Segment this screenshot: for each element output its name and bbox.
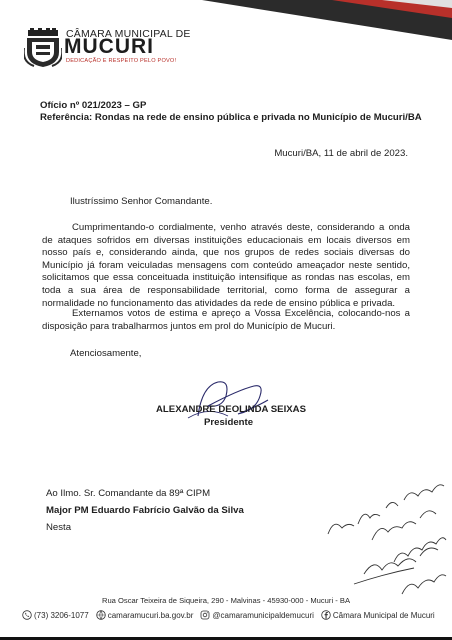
footer-instagram <box>200 610 314 620</box>
globe-icon <box>96 610 106 620</box>
closing: Atenciosamente, <box>70 348 142 359</box>
facebook-icon <box>321 610 331 620</box>
footer-contacts <box>22 610 442 620</box>
header-corner-decoration <box>182 0 452 40</box>
phone-icon <box>22 610 32 620</box>
footer-website <box>96 610 194 620</box>
org-name: MUCURI <box>64 35 154 58</box>
recipient-line-2: Major PM Eduardo Fabrício Galvão da Silva <box>46 505 244 516</box>
org-slogan: DEDICAÇÃO E RESPEITO PELO POVO! <box>66 58 177 64</box>
recipient-line-1: Ao Ilmo. Sr. Comandante da 89ª CIPM <box>46 488 211 499</box>
instagram-icon <box>200 610 210 620</box>
place-date: Mucuri/BA, 11 de abril de 2023. <box>274 148 408 159</box>
salutation: Ilustríssimo Senhor Comandante. <box>70 196 213 207</box>
footer-facebook-text: Câmara Municipal de Mucuri <box>332 610 435 620</box>
signer-name: ALEXANDRE DEOLINDA SEIXAS <box>156 404 306 415</box>
oficio-number: Ofício nº 021/2023 – GP <box>40 100 147 111</box>
reference-line: Referência: Rondas na rede de ensino pública e privada no Município de Mucuri/BA <box>40 112 422 123</box>
org-name-top: CÂMARA MUNICIPAL DE <box>66 28 191 40</box>
recipient-line-3: Nesta <box>46 522 72 533</box>
body-paragraph-1: Cumprimentando-o cordialmente, venho através deste, considerando a onda de ataques sofridos em diversas instituições educacionais em locais diversos em nosso país e, considerando ainda, que nos grupos de redes sociais diversas do Município já foram veiculadas mensagens com conteúdo ameaçador neste sentido, solicitamos que essa conceituada instituição intensifique as rondas nas escolas, em toda a sua área de responsabilidade territorial, como forma de assegurar a normalidade no funcionamento das atividades da rede de ensino pública e privada. <box>42 222 410 309</box>
footer-address: Rua Oscar Teixeira de Siqueira, 290 - Malvinas - 45930-000 - Mucuri - BA <box>101 596 351 605</box>
footer-phone-text: (73) 3206-1077 <box>34 610 89 620</box>
body-paragraph-2: Externamos votos de estima e apreço a Vossa Excelência, colocando-nos a disposição para trabalharmos juntos em prol do Município de Mucuri. <box>42 308 410 332</box>
footer-instagram-text: @camaramunicipaldemucuri <box>212 610 314 620</box>
coat-of-arms-logo <box>24 28 62 68</box>
handwritten-receipt-note <box>324 478 448 608</box>
footer-facebook <box>321 610 435 620</box>
signer-title: Presidente <box>204 417 254 428</box>
footer-phone <box>22 610 89 620</box>
footer-website-text: camaramucuri.ba.gov.br <box>107 610 194 620</box>
